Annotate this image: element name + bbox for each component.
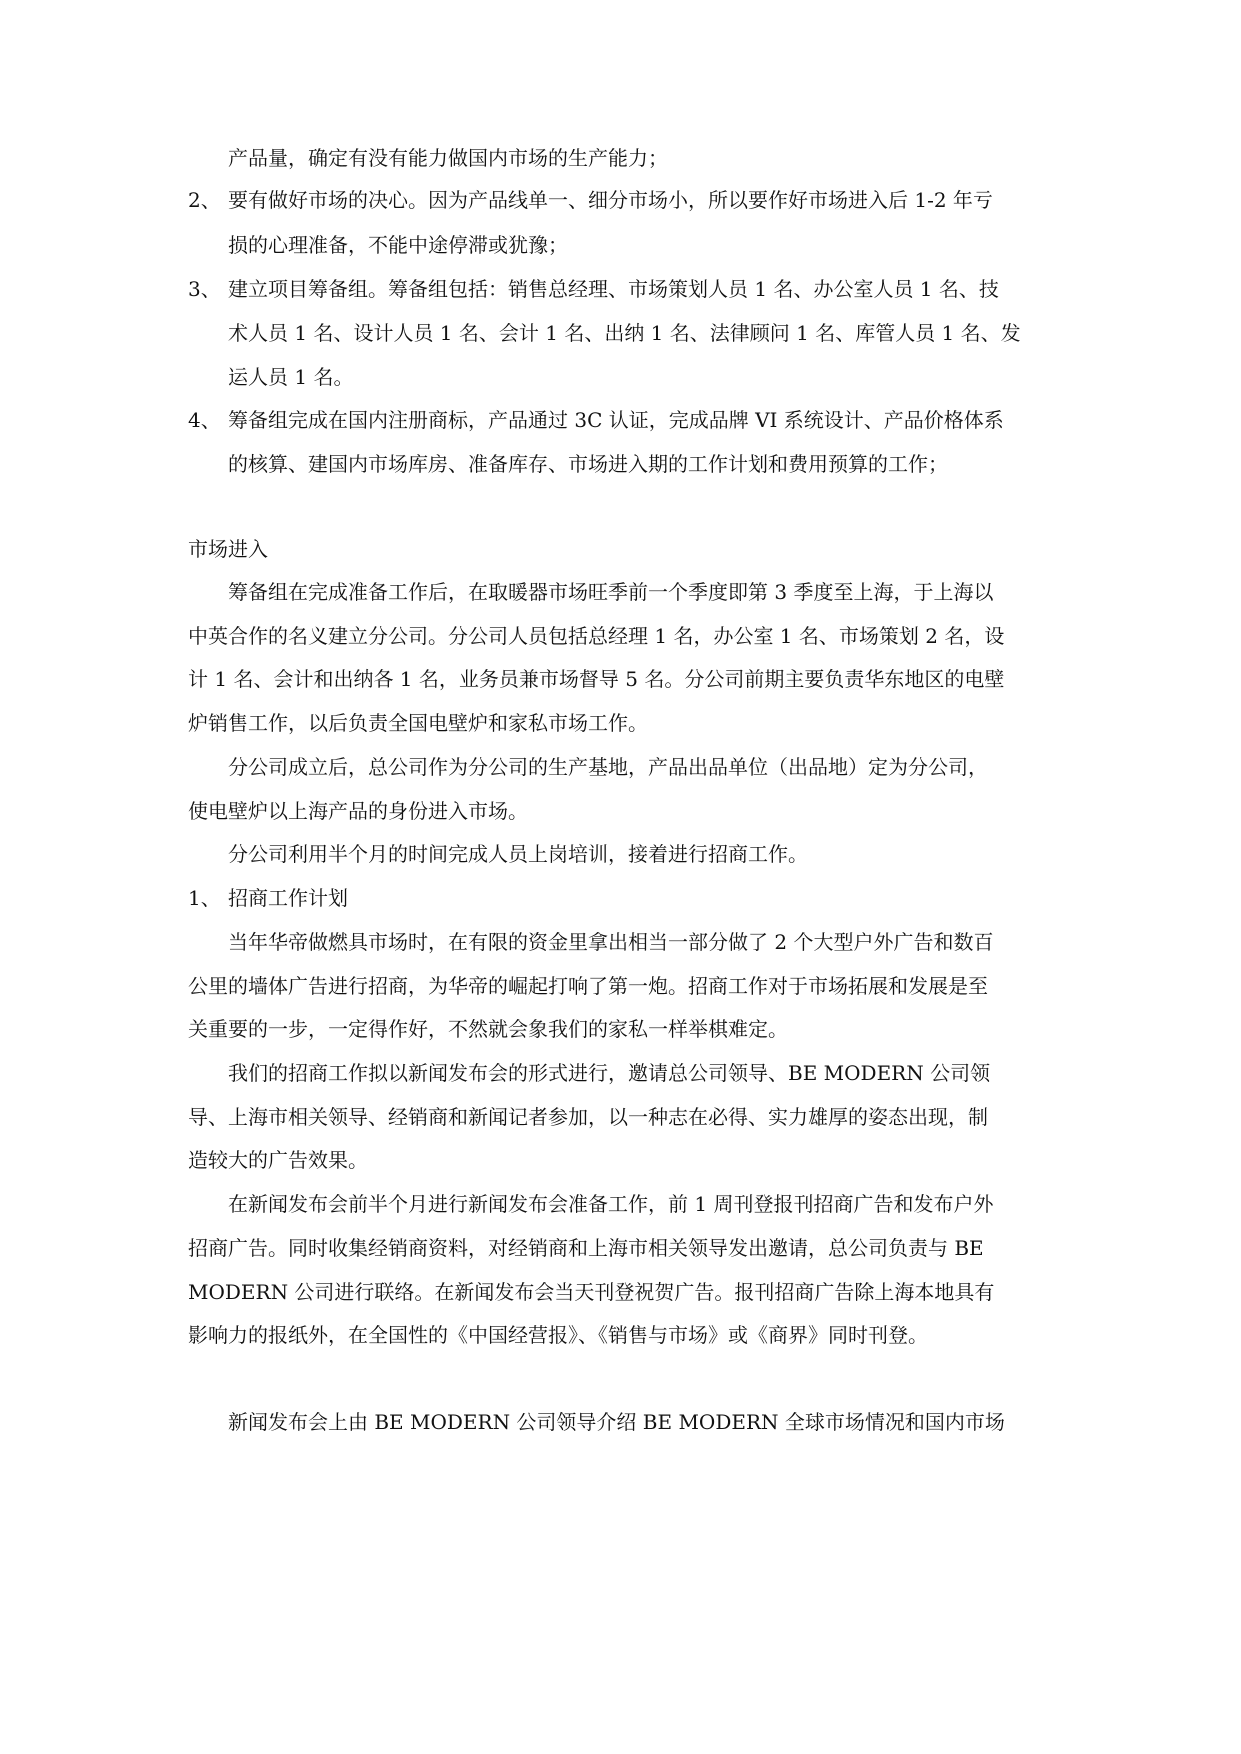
paragraph-line: 影响力的报纸外，在全国性的《中国经营报》、《销售与市场》或《商界》同时刊登。 — [188, 1323, 928, 1347]
paragraph-line: MODERN 公司进行联络。在新闻发布会当天刊登祝贺广告。报刊招商广告除上海本地具有 — [188, 1280, 995, 1304]
paragraph-line: 中英合作的名义建立分公司。分公司人员包括总经理 1 名，办公室 1 名、市场策划 2 名，设 — [188, 624, 1005, 648]
prep-item-number: 2、 — [188, 188, 221, 212]
paragraph-line: 分公司利用半个月的时间完成人员上岗培训，接着进行招商工作。 — [228, 842, 808, 866]
paragraph-line: 计 1 名、会计和出纳各 1 名，业务员兼市场督导 5 名。分公司前期主要负责华东地区的电壁 — [188, 667, 1005, 691]
paragraph-line: 分公司成立后，总公司作为分公司的生产基地，产品出品单位（出品地）定为分公司， — [228, 755, 988, 779]
prep-item-line: 筹备组完成在国内注册商标，产品通过 3C 认证，完成品牌 VI 系统设计、产品价格体系 — [228, 408, 1004, 432]
intro-continuation: 产品量，确定有没有能力做国内市场的生产能力； — [228, 146, 668, 170]
prep-item-number: 3、 — [188, 277, 221, 301]
sub-item-title: 招商工作计划 — [228, 886, 348, 910]
paragraph-line: 招商广告。同时收集经销商资料，对经销商和上海市相关领导发出邀请，总公司负责与 BE — [188, 1236, 984, 1260]
section-heading: 市场进入 — [188, 537, 268, 561]
paragraph-line: 使电壁炉以上海产品的身份进入市场。 — [188, 799, 528, 823]
paragraph-line: 炉销售工作，以后负责全国电壁炉和家私市场工作。 — [188, 711, 648, 735]
prep-item-line: 建立项目筹备组。筹备组包括：销售总经理、市场策划人员 1 名、办公室人员 1 名、技 — [228, 277, 999, 301]
prep-item-line: 术人员 1 名、设计人员 1 名、会计 1 名、出纳 1 名、法律顾问 1 名、库管人员 1 名、发 — [228, 321, 1021, 345]
paragraph-line: 关重要的一步，一定得作好，不然就会象我们的家私一样举棋难定。 — [188, 1017, 788, 1041]
paragraph-line: 造较大的广告效果。 — [188, 1148, 368, 1172]
paragraph-line: 我们的招商工作拟以新闻发布会的形式进行，邀请总公司领导、BE MODERN 公司领 — [228, 1061, 991, 1085]
paragraph-line: 在新闻发布会前半个月进行新闻发布会准备工作，前 1 周刊登报刊招商广告和发布户外 — [228, 1192, 994, 1216]
prep-item-line: 运人员 1 名。 — [228, 365, 354, 389]
paragraph-line: 公里的墙体广告进行招商，为华帝的崛起打响了第一炮。招商工作对于市场拓展和发展是至 — [188, 974, 988, 998]
prep-item-line: 要有做好市场的决心。因为产品线单一、细分市场小，所以要作好市场进入后 1-2 年亏 — [228, 188, 993, 212]
prep-item-number: 4、 — [188, 408, 221, 432]
paragraph-line: 导、上海市相关领导、经销商和新闻记者参加，以一种志在必得、实力雄厚的姿态出现，制 — [188, 1105, 988, 1129]
prep-item-line: 损的心理准备，不能中途停滞或犹豫； — [228, 233, 568, 257]
sub-item-number: 1、 — [188, 886, 221, 910]
paragraph-line: 当年华帝做燃具市场时，在有限的资金里拿出相当一部分做了 2 个大型户外广告和数百 — [228, 930, 994, 954]
paragraph-line: 新闻发布会上由 BE MODERN 公司领导介绍 BE MODERN 全球市场情况和国内市场 — [228, 1410, 1005, 1434]
prep-item-line: 的核算、建国内市场库房、准备库存、市场进入期的工作计划和费用预算的工作； — [228, 452, 948, 476]
paragraph-line: 筹备组在完成准备工作后，在取暖器市场旺季前一个季度即第 3 季度至上海，于上海以 — [228, 580, 994, 604]
